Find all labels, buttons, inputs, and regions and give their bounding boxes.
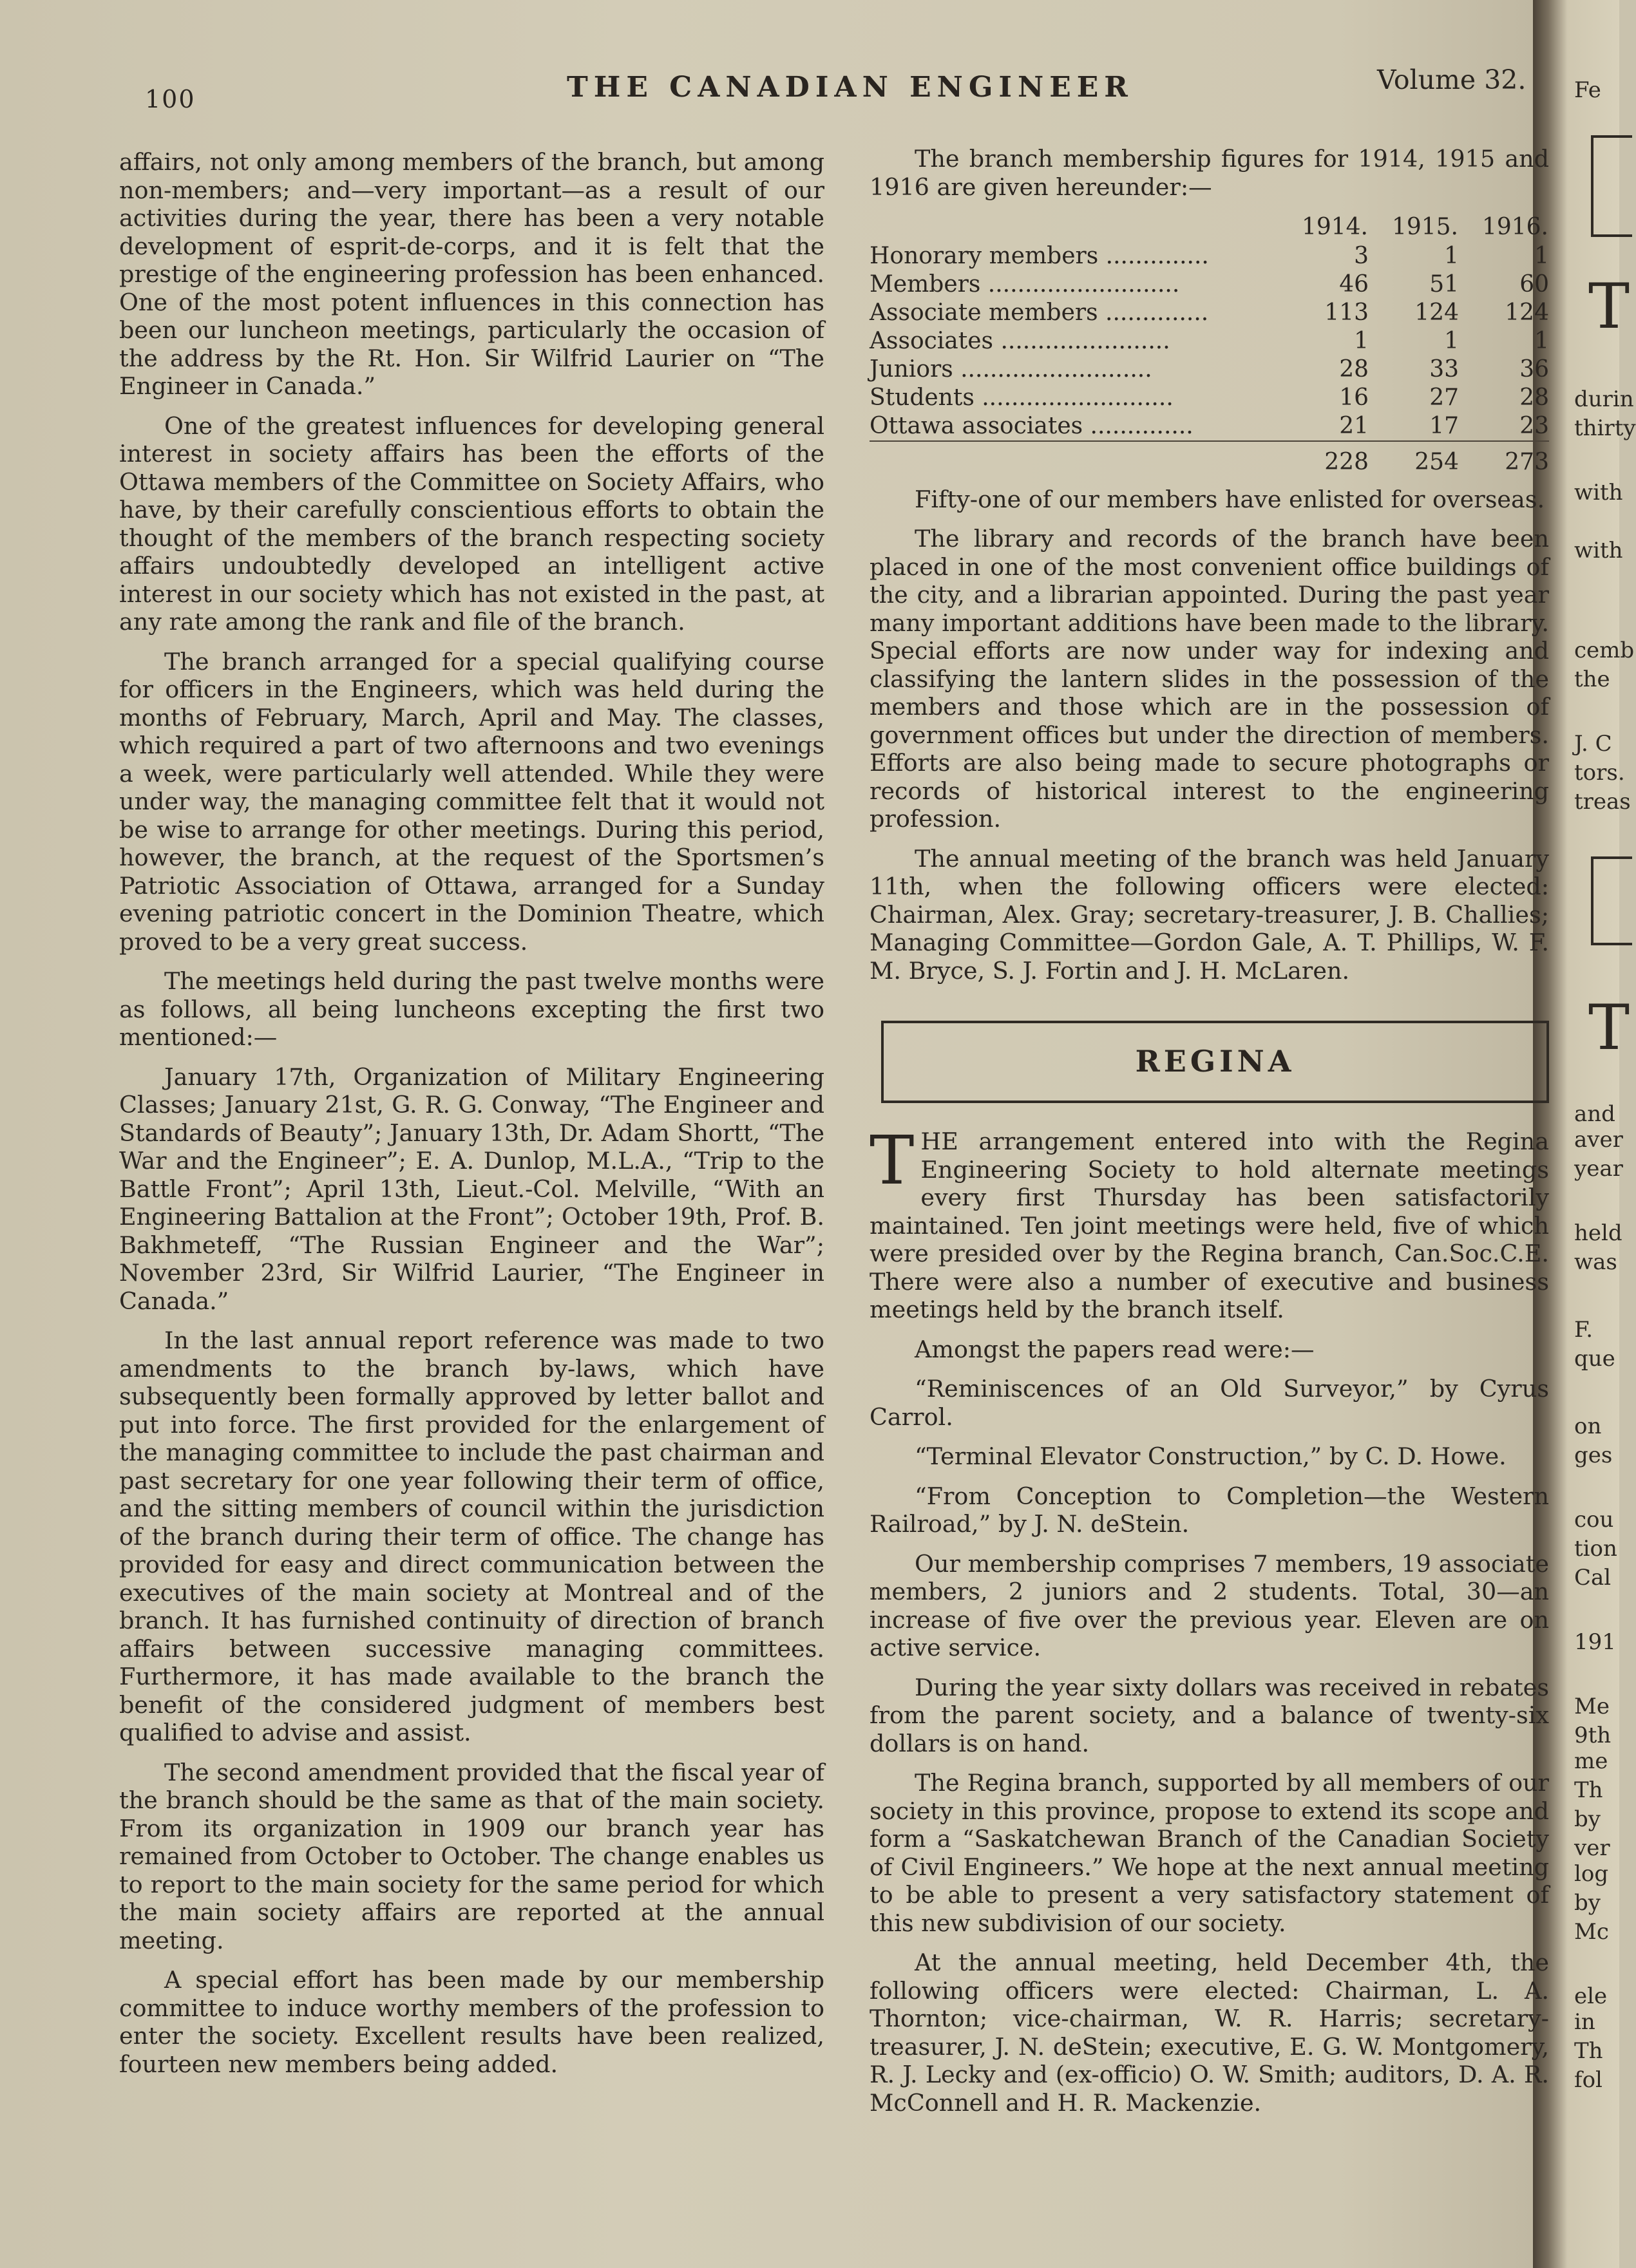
row-label: Ottawa associates .............. xyxy=(870,412,1194,439)
total-row xyxy=(870,441,1549,477)
paragraph-text: HE arrangement entered into with the Regina Engineering Society to hold alternate meetings every first Thursday has been satisfactorily maintained. Ten joint meetings were held, five of which were presided over by the Regina branch, Can.Soc.C.E. There were also a number of executive and business meetings held by the branch itself. xyxy=(870,1128,1549,1323)
cell: 60 xyxy=(1519,270,1549,298)
row-label: Members .......................... xyxy=(870,270,1180,298)
cell: 16 xyxy=(1339,384,1369,411)
edge-text-fragment: cemb xyxy=(1574,638,1635,663)
edge-text-fragment: tors. xyxy=(1574,760,1625,786)
cell: 1 xyxy=(1444,327,1459,354)
journal-title: THE CANADIAN ENGINEER xyxy=(567,71,1134,104)
edge-text-fragment: T xyxy=(1588,270,1630,343)
edge-text-fragment: Me xyxy=(1574,1694,1610,1719)
table-row xyxy=(870,299,1549,327)
section-heading: REGINA xyxy=(1135,1044,1295,1079)
paragraph: “Reminiscences of an Old Surveyor,” by Cyrus Carrol. xyxy=(870,1375,1549,1431)
table-row xyxy=(870,384,1549,412)
cell: 1 xyxy=(1354,327,1369,354)
row-label: Juniors .......................... xyxy=(870,355,1152,383)
paragraph: The annual meeting of the branch was held January 11th, when the following officers were elected: Chairman, Alex. Gray; secretary-treasurer, J. B. Challies; Managing Committee—Gordon Gale, A. T. Phillips, W. F. M. Bryce, S. J. Fortin and J. H. McLaren. xyxy=(870,844,1549,985)
membership-intro: The branch membership figures for 1914, 1915 and 1916 are given hereunder:— xyxy=(870,145,1549,201)
paragraph: affairs, not only among members of the branch, but among non-members; and—very important—as a result of our activities during the year, there has been a very notable development of esprit-de-corps, and it is felt that the prestige of the engineering profession has been enhanced. One of the most potent influences in this connection has been our luncheon meetings, particularly the occasion of the address by the Rt. Hon. Sir Wilfrid Laurier on “The Engineer in Canada.” xyxy=(119,148,824,400)
year-header: 1915. xyxy=(1391,214,1458,240)
paragraph: A special effort has been made by our membership committee to induce worthy members of the profession to enter the society. Excellent results have been realized, fourteen new members being added. xyxy=(119,1966,824,2078)
edge-text-fragment: log xyxy=(1574,1861,1609,1887)
edge-text-fragment: on xyxy=(1574,1413,1602,1439)
page-header xyxy=(0,62,1572,113)
cell: 1 xyxy=(1534,242,1549,269)
edge-text-fragment: F. xyxy=(1574,1317,1593,1343)
total-cell: 228 xyxy=(1279,441,1369,477)
paragraph: One of the greatest influences for developing general interest in society affairs has been the efforts of the Ottawa members of the Committee on Society Affairs, who have, by their carefully conscientious efforts to obtain the thought of the members of the branch respecting society affairs undoubtedly developed an intelligent active interest in our society which has not existed in the past, at any rate among the rank and file of the branch. xyxy=(119,411,824,636)
cell: 51 xyxy=(1429,270,1459,298)
edge-text-fragment: ges xyxy=(1574,1442,1613,1468)
membership-table xyxy=(870,213,1549,477)
paragraph: During the year sixty dollars was received in rebates from the parent society, and a balance of twenty-six dollars is on hand. xyxy=(870,1673,1549,1757)
edge-text-fragment: 191 xyxy=(1574,1629,1616,1655)
cell: 17 xyxy=(1429,412,1459,439)
cell: 27 xyxy=(1429,384,1459,411)
next-page-edge xyxy=(1572,0,1636,2268)
year-header: 1916. xyxy=(1481,214,1548,240)
next-page-box-edge xyxy=(1591,135,1632,237)
right-column xyxy=(870,145,1549,2128)
table-header-row xyxy=(870,213,1549,242)
paragraph: In the last annual report reference was made to two amendments to the branch by-laws, which have subsequently been formally approved by letter ballot and put into force. The first provided for the enlargement of the managing committee to include the past chairman and past secretary for one year following their term of office, and the sitting members of council within the jurisdiction of the branch during their term of office. The change has provided for easy and direct communication between the executives of the main society at Montreal and of the branch. It has furnished continuity of direction of branch affairs between successive managing committees. Furthermore, it has made available to the branch the benefit of the considered judgment of members best qualified to advise and assist. xyxy=(119,1327,824,1746)
paragraph: The second amendment provided that the fiscal year of the branch should be the same as that of the main society. From its organization in 1909 our branch year has remained from October to October. The change enables us to report to the main society for the same period for which the main society affairs are reported at the annual meeting. xyxy=(119,1758,824,1954)
paragraph: January 17th, Organization of Military Engineering Classes; January 21st, G. R. G. Conway, “The Engineer and Standards of Beauty”; January 13th, Dr. Adam Shortt, “The War and the Engineer”; E. A. Dunlop, M.L.A., “Trip to the Battle Front”; April 13th, Lieut.-Col. Melville, “With an Engineering Battalion at the Front”; October 19th, Prof. B. Bakhmeteff, “The Russian Engineer and the War”; November 23rd, Sir Wilfrid Laurier, “The Engineer in Canada.” xyxy=(119,1063,824,1315)
edge-text-fragment: durin xyxy=(1574,386,1634,412)
drop-cap: T xyxy=(870,1121,915,1200)
cell: 1 xyxy=(1444,242,1459,269)
cell: 23 xyxy=(1519,412,1549,439)
cell: 1 xyxy=(1534,327,1549,354)
paragraph: At the annual meeting, held December 4th, the following officers were elected: Chairman, L. A. Thornton; vice-chairman, W. R. Harris; secretary-treasurer, J. N. deStein; executive, E. G. W. Montgomery, R. J. Lecky and (ex-officio) O. W. Smith; auditors, D. A. R. McConnell and H. R. Mackenzie. xyxy=(870,1949,1549,2117)
edge-text-fragment: thirty xyxy=(1574,415,1636,441)
edge-text-fragment: tion xyxy=(1574,1536,1617,1562)
row-label: Associate members .............. xyxy=(870,299,1209,326)
edge-text-fragment: T xyxy=(1588,992,1630,1064)
row-label: Students .......................... xyxy=(870,384,1174,411)
edge-text-fragment: year xyxy=(1574,1156,1623,1182)
page-number: 100 xyxy=(145,85,196,113)
edge-text-fragment: by xyxy=(1574,1806,1601,1832)
edge-text-fragment: ele xyxy=(1574,1983,1608,2009)
cell: 124 xyxy=(1505,299,1549,326)
edge-text-fragment: me xyxy=(1574,1748,1608,1774)
edge-text-fragment: with xyxy=(1574,480,1623,506)
paragraph: Fifty-one of our members have enlisted for overseas. xyxy=(915,485,1545,513)
edge-text-fragment: cou xyxy=(1574,1507,1614,1533)
edge-text-fragment: aver xyxy=(1574,1127,1623,1153)
volume-label: Volume 32. xyxy=(1377,64,1527,95)
edge-text-fragment: fol xyxy=(1574,2067,1603,2093)
edge-text-fragment: in xyxy=(1574,2009,1595,2035)
paragraph: “Terminal Elevator Construction,” by C. D. Howe. xyxy=(915,1442,1507,1470)
paragraph: The branch arranged for a special qualifying course for officers in the Engineers, which was held during the months of February, March, April and May. The classes, which required a part of two afternoons and two evenings a week, were particularly well attended. While they were under way, the managing committee felt that it would not be wise to arrange for other meetings. During this period, however, the branch, at the request of the Sportsmen’s Patriotic Association of Ottawa, arranged for a Sunday evening patriotic concert in the Dominion Theatre, which proved to be a very great success. xyxy=(119,647,824,956)
edge-text-fragment: with xyxy=(1574,538,1623,563)
table-row xyxy=(870,327,1549,355)
next-page-box-edge xyxy=(1591,856,1632,945)
edge-text-fragment: Mc xyxy=(1574,1919,1609,1945)
edge-text-fragment: by xyxy=(1574,1890,1601,1916)
edge-text-fragment: Th xyxy=(1574,1777,1603,1803)
cell: 21 xyxy=(1339,412,1369,439)
cell: 3 xyxy=(1354,242,1369,269)
cell: 28 xyxy=(1519,384,1549,411)
year-header: 1914. xyxy=(1301,214,1368,240)
left-column xyxy=(119,148,824,2090)
paragraph: “From Conception to Completion—the Western Railroad,” by J. N. deStein. xyxy=(870,1482,1549,1538)
row-label: Associates ....................... xyxy=(870,327,1170,354)
edge-text-fragment: was xyxy=(1574,1249,1617,1275)
cell: 28 xyxy=(1339,355,1369,383)
edge-text-fragment: Fe xyxy=(1574,77,1601,103)
edge-text-fragment: ver xyxy=(1574,1835,1610,1861)
table-row xyxy=(870,412,1549,441)
paragraph: Amongst the papers read were:— xyxy=(915,1335,1315,1363)
edge-text-fragment: J. C xyxy=(1574,731,1612,757)
cell: 36 xyxy=(1519,355,1549,383)
edge-text-fragment: treas xyxy=(1574,789,1631,815)
regina-first-paragraph xyxy=(870,1121,1549,1324)
total-cell: 254 xyxy=(1369,441,1459,477)
total-cell: 273 xyxy=(1459,441,1549,477)
edge-text-fragment: held xyxy=(1574,1220,1622,1246)
regina-heading-box xyxy=(881,1021,1549,1103)
paragraph: The meetings held during the past twelve months were as follows, all being luncheons excepting the first two mentioned:— xyxy=(119,967,824,1051)
table-row xyxy=(870,355,1549,384)
table-row xyxy=(870,270,1549,299)
cell: 46 xyxy=(1339,270,1369,298)
paragraph: Our membership comprises 7 members, 19 associate members, 2 juniors and 2 students. Total, 30—an increase of five over the previous year. Eleven are on active service. xyxy=(870,1549,1549,1661)
paragraph: The library and records of the branch have been placed in one of the most convenient office buildings of the city, and a librarian appointed. During the past year many important additions have been made to the library. Special efforts are now under way for indexing and classifying the lantern slides in the possession of the members and those which are in the possession of government offices but under the direction of members. Efforts are also being made to secure photographs or records of historical interest to the engineering profession. xyxy=(870,525,1549,833)
cell: 33 xyxy=(1429,355,1459,383)
cell: 124 xyxy=(1414,299,1459,326)
row-label: Honorary members .............. xyxy=(870,242,1209,269)
cell: 113 xyxy=(1324,299,1369,326)
table-row xyxy=(870,242,1549,270)
edge-text-fragment: and xyxy=(1574,1101,1615,1127)
edge-text-fragment: Cal xyxy=(1574,1565,1612,1591)
edge-text-fragment: the xyxy=(1574,666,1610,692)
edge-text-fragment: 9th xyxy=(1574,1723,1612,1748)
edge-text-fragment: Th xyxy=(1574,2038,1603,2064)
edge-text-fragment: que xyxy=(1574,1346,1615,1372)
paragraph: The Regina branch, supported by all members of our society in this province, propose to extend its scope and form a “Saskatchewan Branch of the Canadian Society of Civil Engineers.” We hope at the next annual meeting to be able to present a very satisfactory statement of this new subdivision of our society. xyxy=(870,1769,1549,1937)
